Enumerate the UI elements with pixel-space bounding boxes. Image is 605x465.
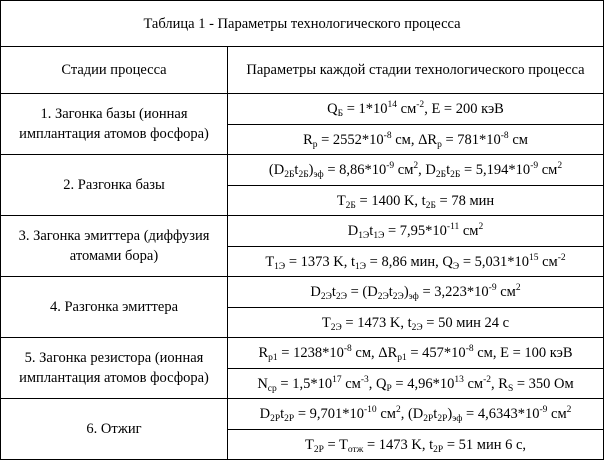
stage-2-param-1: $(D_{2Б}t_{2Б})_{эф} = 8,86*10^{-9}$ $см^2$, $D_{2Б}t_{2Б} = 5,194*10^{-9}$ $см^2$: [228, 155, 604, 186]
stage-4-param-1: $D_{2Э}t_{2Э} = (D_{2Э}t_{2Э})_{эф} = 3,223*10^{-9}$ $см^2$: [228, 277, 604, 308]
header-stage: Стадии процесса: [1, 47, 228, 94]
stage-2-param-2: $T_{2Б} = 1400$ K, $t_{2Б} = 78$ мин: [228, 186, 604, 216]
stage-1-param-2: $R_р = 2552*10^{-8}$ см, $\Delta R_р = 781*10^{-8}$ см: [228, 125, 604, 155]
table-caption: Таблица 1 - Параметры технологического процесса: [1, 1, 604, 47]
stage-3-param-2: $T_{1Э} = 1373$ K, $t_{1Э} = 8,86$ мин, $Q_Э = 5,031*10^{15}$ $см^{-2}$: [228, 247, 604, 277]
stage-5-param-2: $N_{ср} = 1,5*10^{17}$ $см^{-3}$, $Q_Р = 4,96*10^{13}$ $см^{-2}$, $R_S = 350$ Ом: [228, 369, 604, 399]
stage-5-param-1: $R_{р1} = 1238*10^{-8}$ см, $\Delta R_{р1} = 457*10^{-8}$ см, E = 100 кэВ: [228, 338, 604, 369]
stage-3-name: 3. Загонка эмиттера (диффузия атомами бора): [1, 216, 228, 277]
stage-5-name: 5. Загонка резистора (ионная имплантация атомов фосфора): [1, 338, 228, 399]
stage-6-param-2: $T_{2P} = T_{отж} = 1473$ K, $t_{2P} = 51$ мин 6 с,: [228, 430, 604, 460]
stage-1-name: 1. Загонка базы (ионная имплантация атомов фосфора): [1, 94, 228, 155]
stage-1-param-1: $Q_Б = 1*10^{14}$ $см^{-2}$, E = 200 кэВ: [228, 94, 604, 125]
stage-6-name: 6. Отжиг: [1, 399, 228, 460]
header-params: Параметры каждой стадии технологического процесса: [228, 47, 604, 94]
stage-3-param-1: $D_{1Э}t_{1Э} = 7,95*10^{-11}$ $см^2$: [228, 216, 604, 247]
stage-4-name: 4. Разгонка эмиттера: [1, 277, 228, 338]
stage-6-param-1: $D_{2P}t_{2P} = 9,701*10^{-10}$ $см^2$, $(D_{2P}t_{2P})_{эф} = 4,6343*10^{-9}$ $см^2$: [228, 399, 604, 430]
stage-2-name: 2. Разгонка базы: [1, 155, 228, 216]
stage-4-param-2: $T_{2Э} = 1473$ K, $t_{2Э} = 50$ мин 24 с: [228, 308, 604, 338]
